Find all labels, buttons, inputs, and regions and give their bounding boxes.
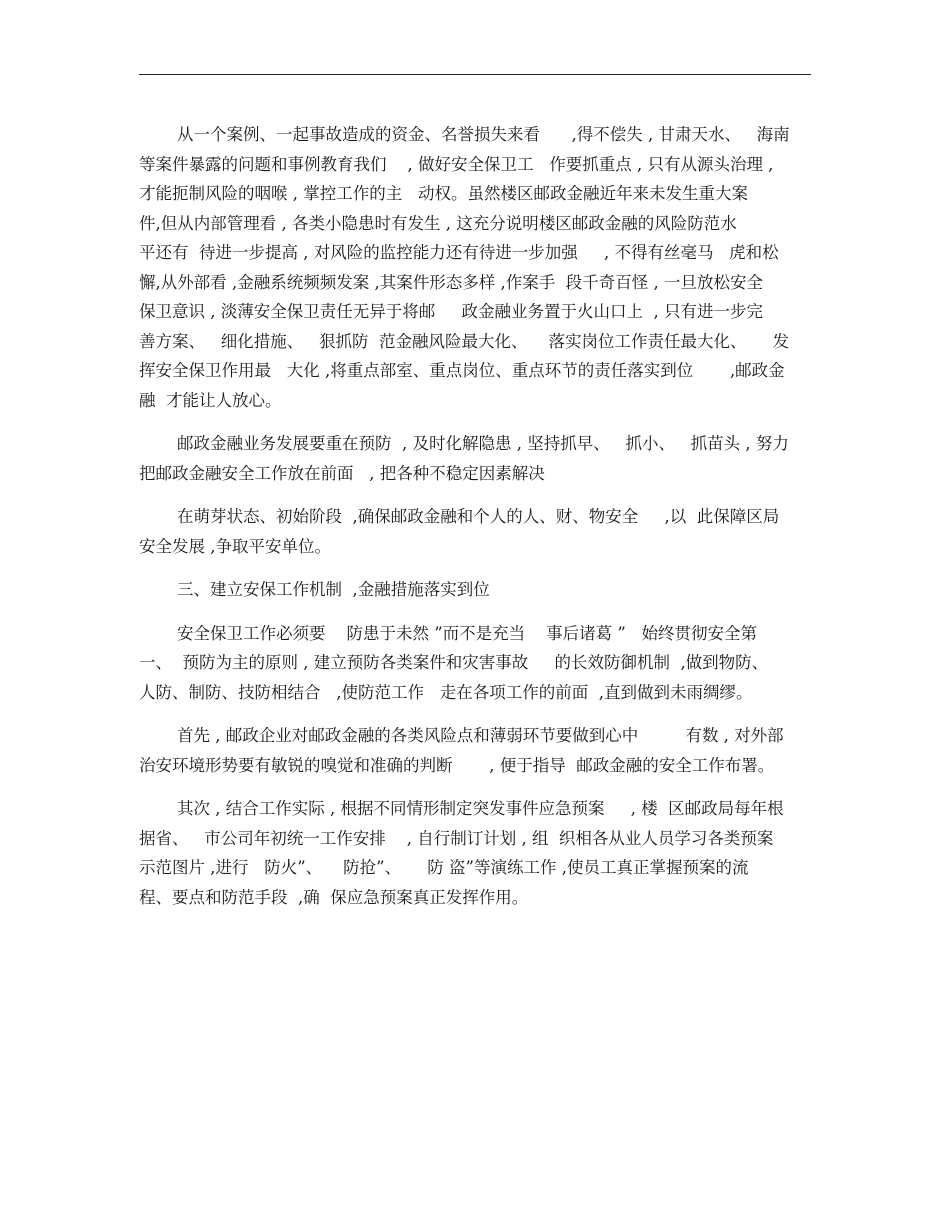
header-rule	[139, 74, 811, 75]
text-line: 据省、 市公司年初统一工作安排 , 自行制订计划 , 组 织相各从业人员学习各类预案	[139, 828, 774, 848]
text-line: 安全发展 ,争取平安单位。	[139, 536, 331, 556]
paragraph	[139, 794, 811, 912]
paragraph	[139, 721, 811, 780]
text-line: 融 才能让人放心。	[139, 390, 282, 410]
document-body	[139, 120, 811, 926]
text-line: 平还有 待进一步提高 , 对风险的监控能力还有待进一步加强 , 不得有丝毫马 虎和松	[139, 243, 779, 262]
text-line: 一、 预防为主的原则 , 建立预防各类案件和灾害事故 的长效防御机制 ,做到物防、	[139, 653, 769, 672]
text-line: 把邮政金融安全工作放在前面 , 把各种不稳定因素解决	[139, 463, 545, 483]
text-line: 在萌芽状态、初始阶段 ,确保邮政金融和个人的人、财、物安全 ,以 此保障区局	[177, 507, 780, 526]
text-line: 从一个案例、一起事故造成的资金、名誉损失来看 ,得不偿失 , 甘肃天水、 海南	[177, 125, 790, 144]
text-line: 首先 , 邮政企业对邮政金融的各类风险点和薄弱环节要做到心中 有数 , 对外部	[177, 726, 784, 745]
text-line: 懈,从外部看 ,金融系统频频发案 ,其案件形态多样 ,作案手 段千奇百怪 , 一旦放松安全	[139, 272, 763, 292]
text-line: 人防、制防、技防相结合 ,使防范工作 走在各项工作的前面 ,直到做到未雨绸缪。	[139, 682, 753, 702]
text-line: 件,但从内部管理看 , 各类小隐患时有发生 , 这充分说明楼区邮政金融的风险防范水	[139, 213, 737, 233]
text-line: 示范图片 ,进行 防火”、 防抢”、 防 盗”等演练工作 ,使员工真正掌握预案的流	[139, 858, 749, 877]
text-line: 治安环境形势要有敏锐的嗅觉和准确的判断 , 便于指导 邮政金融的安全工作布署。	[139, 755, 775, 775]
heading-line: 三、建立安保工作机制 ,金融措施落实到位	[177, 580, 490, 599]
text-line: 等案件暴露的问题和事例教育我们 , 做好安全保卫工 作要抓重点 , 只有从源头治理 ,	[139, 154, 774, 174]
text-line: 程、要点和防范手段 ,确 保应急预案真正发挥作用。	[139, 887, 529, 907]
text-line: 保卫意识 , 淡薄安全保卫责任无异于将邮 政金融业务置于火山口上 , 只有进一步完	[139, 302, 763, 321]
paragraph	[139, 429, 811, 488]
paragraph	[139, 619, 811, 708]
text-line: 其次 , 结合工作实际 , 根据不同情形制定突发事件应急预案 , 楼 区邮政局每年根	[177, 799, 784, 818]
text-line: 邮政金融业务发展要重在预防 , 及时化解隐患 , 坚持抓早、 抓小、 抓苗头 , 努力	[177, 434, 789, 453]
text-line: 才能扼制风险的咽喉 , 掌控工作的主 动权。虽然楼区邮政金融近年来未发生重大案	[139, 184, 748, 203]
text-line: 挥安全保卫作用最 大化 ,将重点部室、重点岗位、重点环节的责任落实到位 ,邮政金	[139, 361, 785, 380]
text-line: 安全保卫工作必须要 防患于未然 ”而不是充当 事后诸葛 ” 始终贯彻安全第	[177, 623, 758, 643]
section-heading	[139, 575, 811, 605]
paragraph	[139, 502, 811, 561]
paragraph	[139, 120, 811, 415]
text-line: 善方案、 细化措施、 狠抓防 范金融风险最大化、 落实岗位工作责任最大化、 发	[139, 331, 790, 351]
